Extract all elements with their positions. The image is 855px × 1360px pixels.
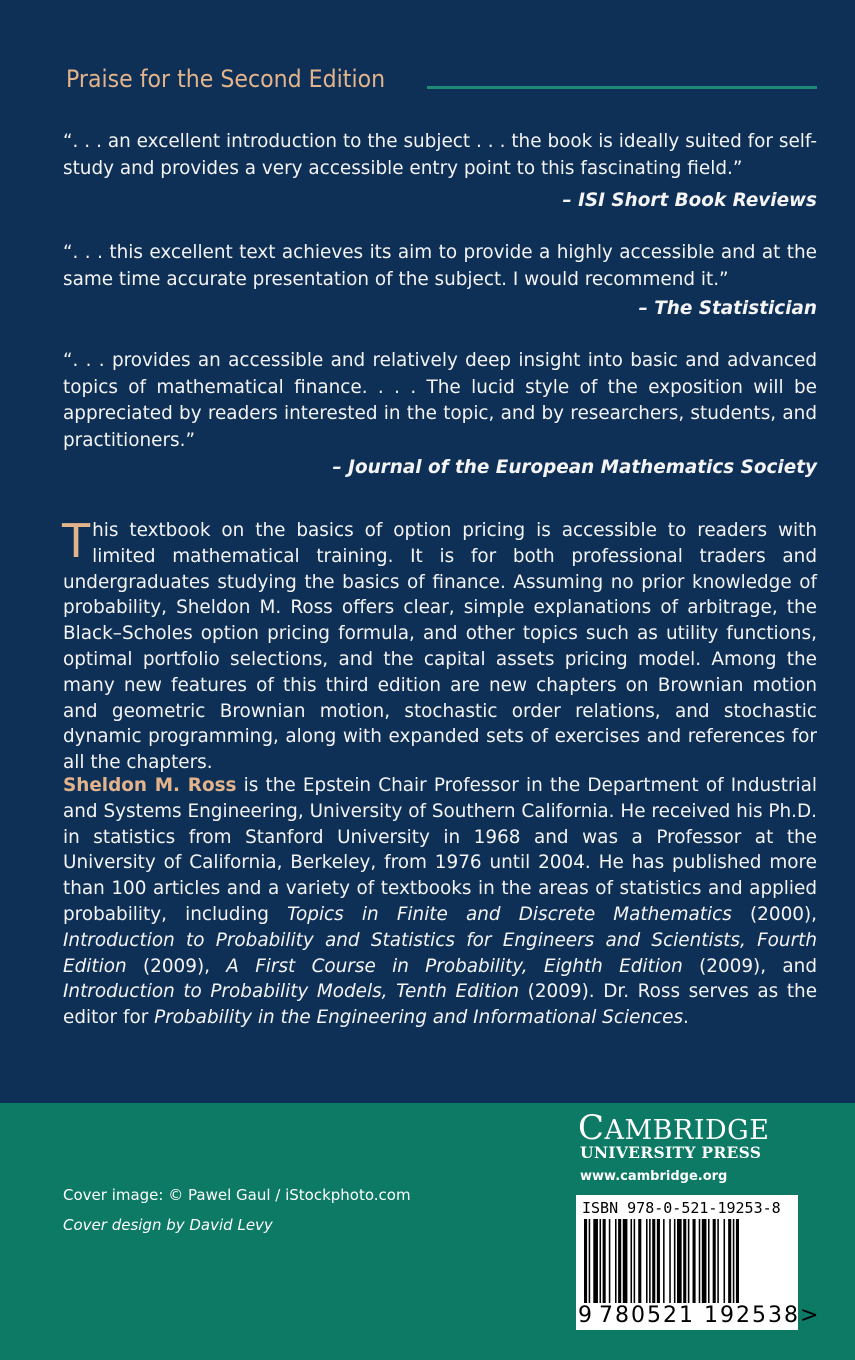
publisher-logo-name [578, 1108, 800, 1148]
barcode-bar [693, 1219, 696, 1303]
barcode-bar [683, 1219, 686, 1303]
praise-heading: Praise for the Second Edition [66, 65, 386, 93]
barcode-bar [638, 1219, 641, 1303]
barcode-bar [674, 1219, 676, 1303]
quote-1-source: – ISI Short Book Reviews [562, 190, 817, 211]
book-title: A First Course in Probability, Eighth Edition [226, 955, 683, 977]
quote-2-text: “. . . this excellent text achieves its aim to provide a highly accessible and at the same time accurate presentation of the subject. I would recommend it.” [63, 242, 817, 290]
book-description [62, 514, 817, 776]
barcode-bar [646, 1219, 648, 1303]
barcode-bar [618, 1219, 621, 1303]
barcode-bar [634, 1219, 636, 1303]
barcode-bar [688, 1219, 690, 1303]
journal-title: Probability in the Engineering and Informational Sciences [154, 1007, 684, 1029]
bio-text: (2009). Dr. Ross serves as the editor for [63, 981, 818, 1029]
barcode-bar [589, 1219, 591, 1303]
barcode-bar [699, 1219, 701, 1303]
barcode-bar [615, 1219, 617, 1303]
heading-rule [427, 86, 817, 89]
barcode-bar [623, 1219, 628, 1303]
bio-text: is the Epstein Chair Professor in the Department of Industrial and Systems Engineering, University of Southern California. He received his Ph.D. in statistics from Stanford University in 1968 and was a Professor at the University of California, Berkeley, from 1976 until 2004. He has published more than 100 articles and a variety of textbooks in the areas of statistics and applied probability, including [63, 775, 817, 925]
barcode-bar [733, 1219, 735, 1303]
barcode-bar [736, 1219, 739, 1303]
book-title: Introduction to Probability and Statistics for Engineers and Scientists, Fourth Edition [63, 929, 817, 977]
barcode-bar [728, 1219, 731, 1303]
barcode-number [578, 1303, 820, 1328]
barcode-bar [600, 1219, 602, 1303]
publisher-name-rest: AMBRIDGE [604, 1115, 770, 1146]
barcode-bar [631, 1219, 633, 1303]
book-title: Introduction to Probability Models, Tenth Edition [63, 981, 520, 1003]
publisher-url[interactable]: www.cambridge.org [580, 1169, 728, 1184]
quote-3-source: – Journal of the European Mathematics Society [332, 457, 817, 478]
barcode-arrow: > [799, 1303, 821, 1328]
barcode-bar [609, 1219, 611, 1303]
book-title: Topics in Finite and Discrete Mathematics [287, 903, 732, 925]
barcode-bar [657, 1219, 660, 1303]
barcode-bar [724, 1219, 726, 1303]
description-text: his textbook on the basics of option pricing is accessible to readers with limited mathematical training. It is for both professional traders and undergraduates studying the basics of finance. Assuming no prior knowledge of probability, Sheldon M. Ross offers clear, simple explanations of arbitrage, the Black–Scholes option pricing formula, and other topics such as utility functions, optimal portfolio selections, and the capital assets pricing model. Among the many new features of this third edition are new chapters on Brownian motion and geometric Brownian motion, stochastic order relations, and stochastic dynamic programming, along with expanded sets of exercises and references for all the chapters. [63, 520, 817, 774]
barcode-bar [652, 1219, 655, 1303]
barcode-bar [713, 1219, 716, 1303]
isbn-barcode [576, 1195, 821, 1330]
drop-cap: T [62, 514, 91, 568]
publisher-initial: C [578, 1108, 605, 1148]
barcode-bar [649, 1219, 651, 1303]
barcode-bar [708, 1219, 710, 1303]
publisher-subtitle: UNIVERSITY PRESS [580, 1143, 762, 1162]
bio-text: (2009), and [682, 955, 817, 977]
cover-design-credit: Cover design by David Levy [63, 1216, 273, 1234]
author-name: Sheldon M. Ross [63, 775, 237, 796]
bio-text: (2009), [126, 955, 227, 977]
barcode-bar [593, 1219, 598, 1303]
isbn-text: ISBN 978-0-521-19253-8 [582, 1199, 781, 1217]
barcode-digits: 780521 192538 [599, 1303, 800, 1328]
barcode-bar [677, 1219, 682, 1303]
bio-text: (2000), [731, 903, 817, 925]
barcode-bar [669, 1219, 671, 1303]
author-bio [63, 773, 817, 1031]
quote-3-text: “. . . provides an accessible and relatively deep insight into basic and advanced topics of mathematical finance. . . . The lucid style of the exposition will be appreciated by readers interested in the topic, and by researchers, students, and practitioners.” [63, 350, 817, 451]
barcode-lead-digit: 9 [578, 1303, 594, 1328]
barcode-bar [717, 1219, 719, 1303]
barcode-bar [603, 1219, 606, 1303]
barcode-bar [584, 1219, 587, 1303]
cover-image-credit: Cover image: © Pawel Gaul / iStockphoto.com [63, 1186, 411, 1204]
barcode-bar [663, 1219, 665, 1303]
barcode-bar [702, 1219, 707, 1303]
quote-1-text: “. . . an excellent introduction to the subject . . . the book is ideally suited for self-study and provides a very accessible entry point to this fascinating field.” [63, 131, 817, 179]
quote-2-source: – The Statistician [638, 298, 817, 319]
barcode-bars [584, 1219, 790, 1303]
bio-text: . [683, 1007, 689, 1029]
